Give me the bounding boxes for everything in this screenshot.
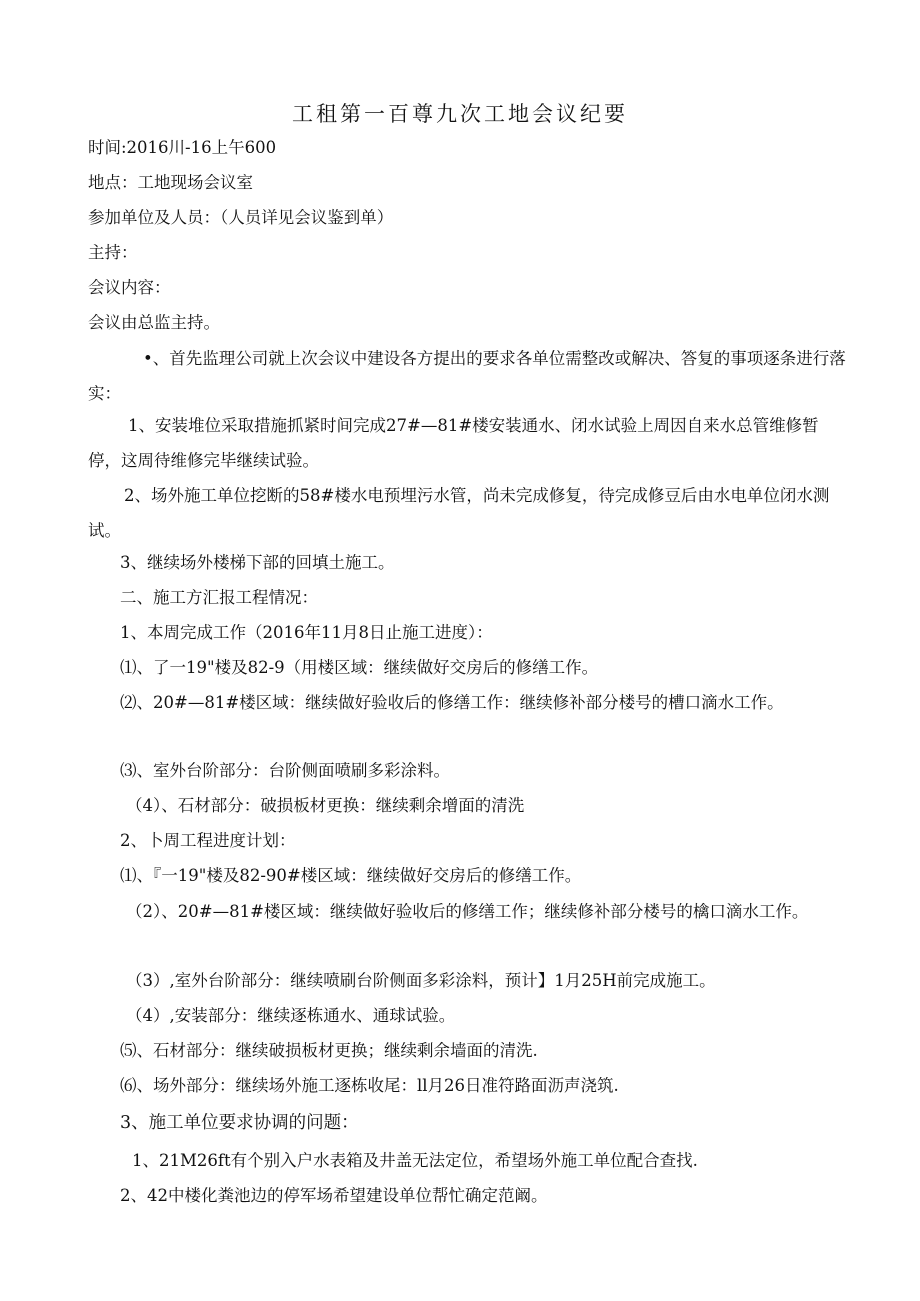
list-item: （4）,安装部分：继续逐栋通水、通球试验。 bbox=[126, 1006, 456, 1025]
list-item: ⑵、20#—81#楼区域：继续做好验收后的修缮工作：继续修补部分楼号的槽口滴水工作。 bbox=[120, 693, 784, 712]
meeting-time: 时间:2016川-16上午600 bbox=[88, 138, 277, 157]
meeting-attendees: 参加单位及人员：（人员详见会议鉴到单） bbox=[88, 208, 394, 227]
intro-paragraph: •、首先监理公司就上次会议中建设各方提出的要求各单位需整改或解决、答复的事项逐条进行落实： bbox=[88, 349, 846, 403]
list-item: ⑹、场外部分：继续场外施工逐栋收尾：ll月26日准符路面沥声浇筑. bbox=[120, 1076, 619, 1095]
meeting-location: 地点：工地现场会议室 bbox=[88, 173, 253, 192]
list-item: （2）、20#—81#楼区域：继续做好验收后的修缮工作；继续修补部分楼号的檎口滴水工作。 bbox=[126, 902, 809, 921]
list-item: （3）,室外台阶部分：继续喷刷台阶侧面多彩涂料，预计】1月25H前完成施工。 bbox=[126, 971, 716, 990]
list-item: 1、安装堆位采取措施抓紧时间完成27#—81#楼安装通水、闭水试验上周因自来水总管维修暂停，这周待维修完毕继续试验。 bbox=[88, 416, 819, 470]
subsection-heading: 1、本周完成工作（2016年11月8日止施工进度）： bbox=[120, 623, 493, 642]
meeting-host: 主持： bbox=[88, 243, 138, 262]
list-item: （4）、石材部分：破损板材更换：继续剩余增面的清洗 bbox=[126, 796, 525, 815]
section-heading: 3、施工单位要求协调的问题： bbox=[120, 1113, 359, 1133]
list-item: 3、继续场外楼梯下部的回填土施工。 bbox=[120, 553, 395, 572]
list-item: ⑴、『一19"楼及82-90#楼区域：继续做好交房后的修缮工作。 bbox=[120, 866, 582, 885]
list-item: ⑶、室外台阶部分：台阶侧面喷刷多彩涂料。 bbox=[120, 761, 450, 780]
section-heading: 二、施工方汇报工程情况： bbox=[120, 588, 318, 607]
list-item: 2、42中楼化粪池边的停军场希望建设单位帮忙确定范阚。 bbox=[120, 1186, 548, 1205]
content-heading: 会议内容： bbox=[88, 278, 171, 297]
list-item: 2、场外施工单位挖断的58#楼水电预埋污水管，尚未完成修复，待完成修豆后由水电单位闭水测试。 bbox=[88, 486, 830, 540]
list-item: ⑸、石材部分：继续破损板材更换；继续剩余墙面的清洗. bbox=[120, 1041, 538, 1060]
subsection-heading: 2、卜周工程进度计划： bbox=[120, 831, 296, 850]
list-item: 1、21M26ft有个别入户水表箱及井盖无法定位，希望场外施工单位配合查找. bbox=[132, 1151, 698, 1170]
list-item: ⑴、了一19"楼及82-9（用楼区域：继续做好交房后的修缮工作。 bbox=[120, 658, 599, 677]
meeting-chair: 会议由总监主持。 bbox=[88, 313, 220, 332]
document-title: 工租第一百尊九次工地会议纪要 bbox=[292, 102, 628, 126]
